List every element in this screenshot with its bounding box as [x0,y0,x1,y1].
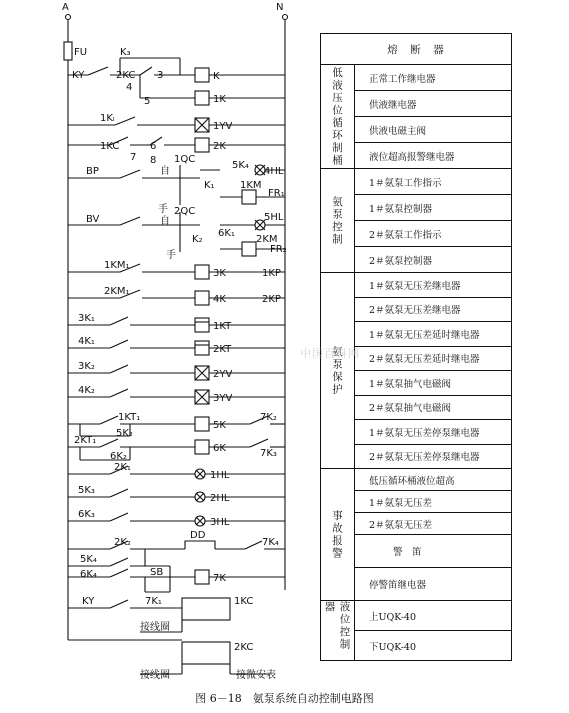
label-bp: BP [86,166,99,177]
label-4k1: 4K₁ [78,336,95,347]
legend-item: 液位超高报警继电器 [355,142,511,168]
label-zi2: 自 [160,216,170,227]
label-1hl: 1HL [210,470,230,481]
legend-item: 警 笛 [355,534,511,567]
label-2yv: 2YV [213,369,233,380]
rail-left-label: A [62,2,69,13]
legend-group-1: 低液压位循环制桶 [321,64,355,168]
legend-item: 2＃氨泵无压差停泵继电器 [355,444,511,469]
label-k3: K₃ [120,47,131,58]
label-7k4: 7K₄ [262,537,279,548]
label-2hl: 2HL [210,493,230,504]
label-2kt1: 2KT₁ [74,435,97,446]
label-1qc: 1QC [174,154,196,165]
label-fr2: FR₂ [270,244,287,255]
label-1km1: 1KM₁ [104,260,130,271]
label-3k1: 3K₁ [78,313,95,324]
label-5k: 5K [213,420,226,431]
label-jwab: 接微安表 [236,670,276,681]
label-n4: 4 [126,82,133,93]
legend-item: 2＃氨泵无压差延时继电器 [355,346,511,371]
label-2qc: 2QC [174,206,196,217]
legend-item: 1＃氨泵无压差 [355,490,511,512]
legend-item: 供液电磁主阀 [355,116,511,142]
label-6k: 6K [213,443,226,454]
legend-group-3: 氨泵保护 [321,272,355,468]
legend-item: 2＃氨泵无压差继电器 [355,297,511,322]
label-4k2: 4K₂ [78,385,95,396]
label-k1: K₁ [204,180,215,191]
label-5k4: 5K₄ [232,160,249,171]
legend-item: 正常工作继电器 [355,64,511,90]
label-jxq1: 接线圈 [140,622,170,633]
label-7k2: 7K₂ [260,412,277,423]
label-7k3: 7K₃ [260,448,277,459]
label-5k3: 5K₃ [78,485,95,496]
label-5hl: 5HL [264,212,284,223]
legend-group-2: 氨泵控制 [321,168,355,272]
rail-right-label: N [276,2,284,13]
legend-item: 低压循环桶液位超高 [355,468,511,490]
legend-item: 供液继电器 [355,90,511,116]
label-sb: SB [150,567,164,578]
label-3k-coil: 3K [213,268,226,279]
label-2kp: 2KP [262,294,281,305]
label-2k2: 2K₂ [114,537,131,548]
label-3k2: 3K₂ [78,361,95,372]
label-1kp: 1KP [262,268,281,279]
label-1yv: 1YV [213,121,233,132]
legend-item: 1＃氨泵无压差继电器 [355,272,511,297]
label-1kc-b: 1KC [234,596,254,607]
label-shou2: 手 [166,250,176,261]
figure-caption: 图 6－18 氨泵系统自动控制电路图 [195,692,374,705]
label-6k4: 6K₄ [80,569,97,580]
label-k-coil: K [213,71,220,82]
label-1kc: 1KC [100,141,120,152]
legend-group-5: 液位控制器 [321,600,355,660]
label-zi1: 自 [160,166,170,177]
label-6k1: 6K₁ [218,228,235,239]
legend-item: 2＃氨泵无压差 [355,512,511,534]
label-n3: 3 [157,70,164,81]
label-n8: 8 [150,155,157,166]
label-3hl: 3HL [210,517,230,528]
label-2k1: 2K₁ [114,462,131,473]
label-2kc-a: 2KC [116,70,136,81]
label-7k: 7K [213,573,226,584]
legend-item: 2＃氨泵工作指示 [355,220,511,246]
label-4k-coil: 4K [213,294,226,305]
legend-group-4: 事故报警 [321,468,355,600]
label-n5: 5 [144,96,151,107]
label-1kt1: 1KT₁ [118,412,141,423]
label-2k-coil: 2K [213,141,226,152]
label-1km: 1KM [240,180,262,191]
label-jxq2: 接线圈 [140,670,170,681]
label-5k4b: 5K₄ [80,554,97,565]
label-2km1: 2KM₁ [104,286,130,297]
label-3yv: 3YV [213,393,233,404]
legend-item: 1＃氨泵控制器 [355,194,511,220]
legend-item: 1＃氨泵无压差停泵继电器 [355,419,511,444]
label-6k3: 6K₃ [78,509,95,520]
label-2kt: 2KT [213,344,232,355]
legend-item: 2＃氨泵抽气电磁阀 [355,395,511,420]
legend-item: 上UQK-40 [355,600,511,630]
label-1k-coil: 1K [213,94,226,105]
legend-item: 1＃氨泵工作指示 [355,168,511,194]
legend-item: 下UQK-40 [355,630,511,660]
label-4hl: 4HL [264,166,284,177]
label-1kt: 1KT [213,321,232,332]
label-n7: 7 [130,152,137,163]
label-6k2: 6K₂ [110,451,127,462]
label-7k1: 7K₁ [145,596,162,607]
label-1kl: 1Kₗ [100,113,115,124]
label-dd: DD [190,530,206,541]
label-bv: BV [86,214,100,225]
label-2km: 2KM [256,234,278,245]
label-n6: 6 [150,141,157,152]
label-ky2: KY [82,596,95,607]
watermark: 中国百科网 [300,347,360,360]
legend-title: 熔 断 器 [387,43,445,56]
label-2kc-b: 2KC [234,642,254,653]
label-ky1: KY [72,70,85,81]
legend-item: 1＃氨泵无压差延时继电器 [355,321,511,346]
label-5k2: 5K₂ [116,428,133,439]
legend-item: 停警笛继电器 [355,567,511,600]
label-shou1: 手 [158,204,168,215]
legend-item: 2＃氨泵控制器 [355,246,511,272]
fuse-label: FU [74,47,88,58]
label-fr1: FR₁ [268,188,285,199]
legend-item: 1＃氨泵抽气电磁阀 [355,370,511,395]
label-k2: K₂ [192,234,203,245]
